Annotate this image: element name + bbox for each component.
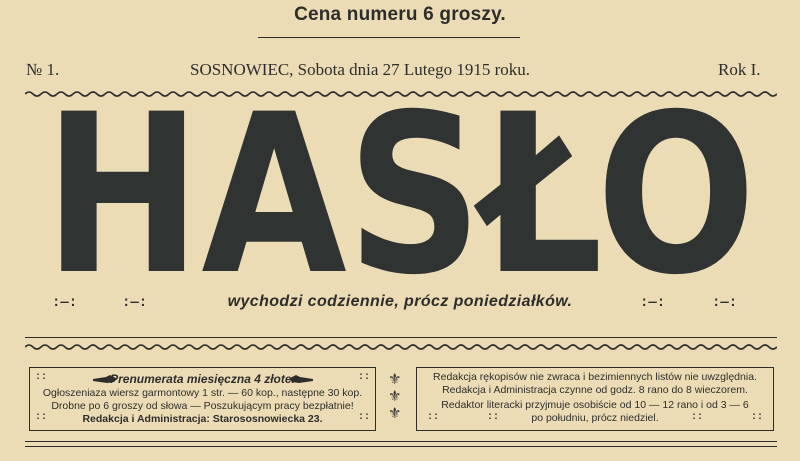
box-ornament: :: [35, 412, 48, 423]
bottom-rule [25, 441, 777, 442]
ornament-left-1: :—: [52, 295, 78, 311]
editor-hours: Redaktor literacki przyjmuje osobiście od 10 — 12 rano i od 3 — 6 [441, 399, 749, 411]
subscription-price: Prenumerata miesięczna 4 złote. [110, 372, 295, 386]
office-hours: Redakcja i Administracja czynne od godz. 8 rano do 8 wieczorem. [442, 384, 748, 396]
masthead-title-svg [30, 103, 770, 287]
fleur-column [388, 373, 401, 424]
ornament-left-2: :—: [122, 295, 148, 311]
tagline: wychodzi codziennie, prócz poniedziałków. [227, 293, 573, 310]
bottom-rule [25, 446, 777, 447]
place-and-date: SOSNOWIEC, Sobota dnia 27 Lutego 1915 roku. [190, 60, 530, 79]
editor-hours-cont: po południu, prócz niedziel. [531, 412, 659, 424]
masthead-title: HASŁO [44, 103, 756, 287]
wavy-divider-top [25, 90, 777, 98]
rule-line [25, 337, 777, 338]
fleur-de-lis-icon: ⚜ [388, 406, 402, 422]
ornament-right-2: :—: [712, 295, 738, 311]
ad-rates: Ogłoszeniaza wiersz garmontowy 1 str. — 60 kop., następne 30 kop. [42, 387, 363, 399]
fleur-de-lis-icon: ⚜ [388, 372, 402, 388]
box-ornament: :: [427, 412, 440, 423]
box-ornament: :: [35, 372, 48, 383]
tagline-row [0, 293, 800, 317]
issue-number: № 1. [26, 60, 60, 79]
ornament-right-1: :—: [640, 295, 666, 311]
box-ornament: :: [750, 412, 763, 423]
price-banner: Cena numeru 6 groszy. [294, 4, 506, 25]
classified-rates: Drobne po 6 groszy od słowa — Poszukującym pracy bezpłatnie! [51, 400, 354, 412]
box-ornament: :: [357, 412, 370, 423]
box-ornament: :: [357, 372, 370, 383]
masthead [30, 103, 770, 287]
fleur-de-lis-icon: ⚜ [388, 389, 402, 405]
box-ornament: :: [487, 412, 500, 423]
wavy-divider-bottom [25, 343, 777, 351]
editorial-info-box [416, 367, 774, 431]
volume-year: Rok I. [718, 60, 761, 79]
subscription-box [29, 367, 376, 431]
manuscripts-notice: Redakcja rękopisów nie zwraca i bezimiennych listów nie uwzględnia. [433, 371, 757, 383]
price-underline [258, 37, 520, 38]
office-address: Redakcja i Administracja: Starososnowiecka 23. [82, 413, 323, 425]
box-ornament: :: [690, 412, 703, 423]
